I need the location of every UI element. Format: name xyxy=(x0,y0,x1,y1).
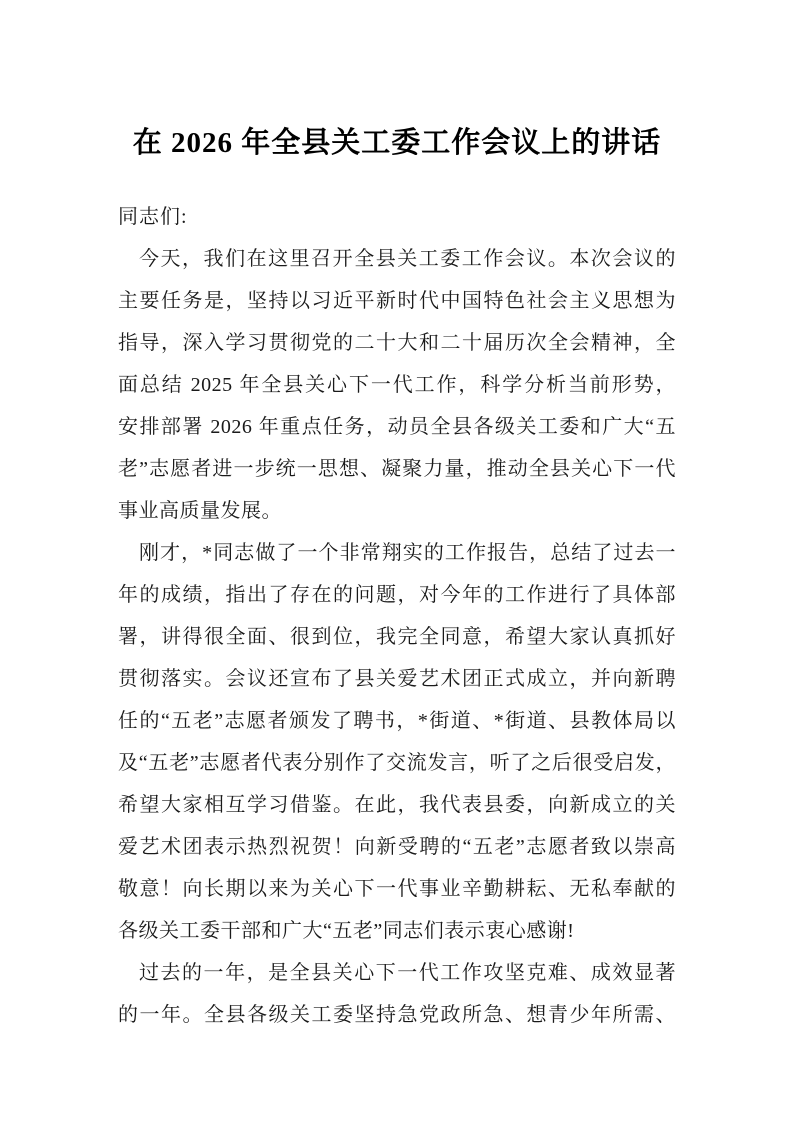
body-line: 任的“五老”志愿者颁发了聘书，*街道、*街道、县教体局以 xyxy=(118,710,676,732)
body-line: 面总结 2025 年全县关心下一代工作，科学分析当前形势， xyxy=(118,374,676,396)
body-line: 今天，我们在这里召开全县关工委工作会议。本次会议的 xyxy=(139,248,676,270)
document-title: 在 2026 年全县关工委工作会议上的讲话 xyxy=(132,127,662,159)
body-line: 敬意！向长期以来为关心下一代事业辛勤耕耘、无私奉献的 xyxy=(118,878,676,900)
body-line: 安排部署 2026 年重点任务，动员全县各级关工委和广大“五 xyxy=(118,416,676,438)
body-line: 过去的一年，是全县关心下一代工作攻坚克难、成效显著 xyxy=(139,962,676,984)
body-line: 的一年。全县各级关工委坚持急党政所急、想青少年所需、 xyxy=(118,1004,676,1026)
body-line: 爱艺术团表示热烈祝贺！向新受聘的“五老”志愿者致以崇高 xyxy=(118,836,676,858)
body-line: 指导，深入学习贯彻党的二十大和二十届历次全会精神，全 xyxy=(118,332,676,354)
body-line: 及“五老”志愿者代表分别作了交流发言，听了之后很受启发， xyxy=(118,752,676,774)
document-body xyxy=(118,238,676,1036)
body-line: 年的成绩，指出了存在的问题，对今年的工作进行了具体部 xyxy=(118,584,676,606)
body-line: 署，讲得很全面、很到位，我完全同意，希望大家认真抓好 xyxy=(118,626,676,648)
paragraph xyxy=(118,238,676,532)
salutation: 同志们: xyxy=(118,206,188,228)
body-line: 老”志愿者进一步统一思想、凝聚力量，推动全县关心下一代 xyxy=(118,458,676,480)
paragraph xyxy=(118,532,676,952)
body-line: 各级关工委干部和广大“五老”同志们表示衷心感谢! xyxy=(118,920,575,942)
body-line: 希望大家相互学习借鉴。在此，我代表县委，向新成立的关 xyxy=(118,794,676,816)
paragraph xyxy=(118,952,676,1036)
body-line: 贯彻落实。会议还宣布了县关爱艺术团正式成立，并向新聘 xyxy=(118,668,676,690)
body-line: 主要任务是，坚持以习近平新时代中国特色社会主义思想为 xyxy=(118,290,676,312)
body-line: 刚才，*同志做了一个非常翔实的工作报告，总结了过去一 xyxy=(139,542,676,564)
body-line: 事业高质量发展。 xyxy=(118,500,282,522)
